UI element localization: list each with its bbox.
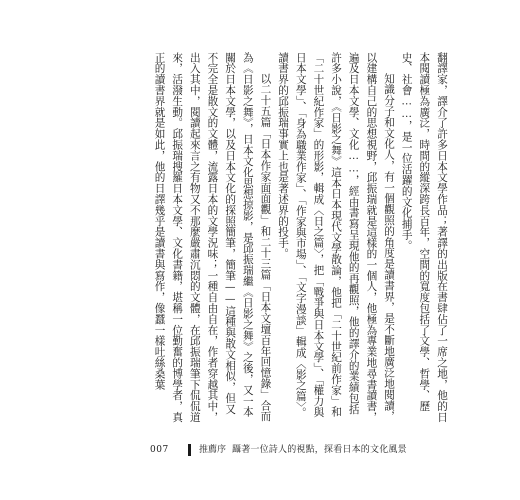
page-footer: [150, 443, 450, 457]
section-label: 推薦序: [199, 445, 227, 455]
page-number: 007: [150, 445, 169, 455]
footer-divider-bar: [188, 444, 191, 456]
paragraph-2: 知識分子和文化人，有一個觀照的角度是讀書界，是不斷地廣泛地閱讀，以建構自己的思想視野，邱振瑞就是這樣的一個人，他極為專業地尋書讀書，遍及日本文學、文化……，經由書寫呈現他的再觀照，他的譯介的業績包括許多小說，《日影之舞》這本日本現代文學散論，他把「二十世紀前作家」和「二十世紀作家」的形影，輯成〈日之篇〉，把「戰爭與日本文學」、「權力與日本文學」、「身為職業作家」、「作家與市場」、「文字漫談」輯成〈影之篇〉。讀書界的邱振瑞事實上也是著述界的投手。: [277, 52, 396, 423]
vertical-body-text: [150, 52, 450, 424]
paragraph-3: 以二十五篇「日本作家面面觀」和二十三篇「日本文壇百年回憶錄」合而為《日影之舞》，日本文化思想掠影，是邱振瑞繼《日影之舞》之後，又一本關於日本文學，以及日本文化的探照簡筆，簡筆——這種與散文相似，但又不完全是散文的文體，流露日本的文學況味；一種自由自在，作者穿越其中，出入其中，閱讀起來言之有物又不那麼嚴肅沉悶的文體，在邱振瑞筆下侃侃道來，活潑生動。邱振瑞搜羅日本文學、文化書籍，堪稱一位勤奮的博學者，真正的讀書界就是如此，他的日譯幾乎是讀書與寫作，像蠶一樣吐絲桑葉: [153, 52, 272, 423]
running-title: 躡著一位詩人的視點，探看日本的文化風景: [232, 445, 407, 455]
paragraph-1: 翻譯家，譯介了許多日本文學作品；著譯的出版在書肆佔了一席之地，他的日本閱讀極為廣泛，時間的縱深跨長百年，空間的寬度包括了文學、哲學、歷史、社會……，是一位活躍的文化捕手。: [400, 52, 448, 423]
